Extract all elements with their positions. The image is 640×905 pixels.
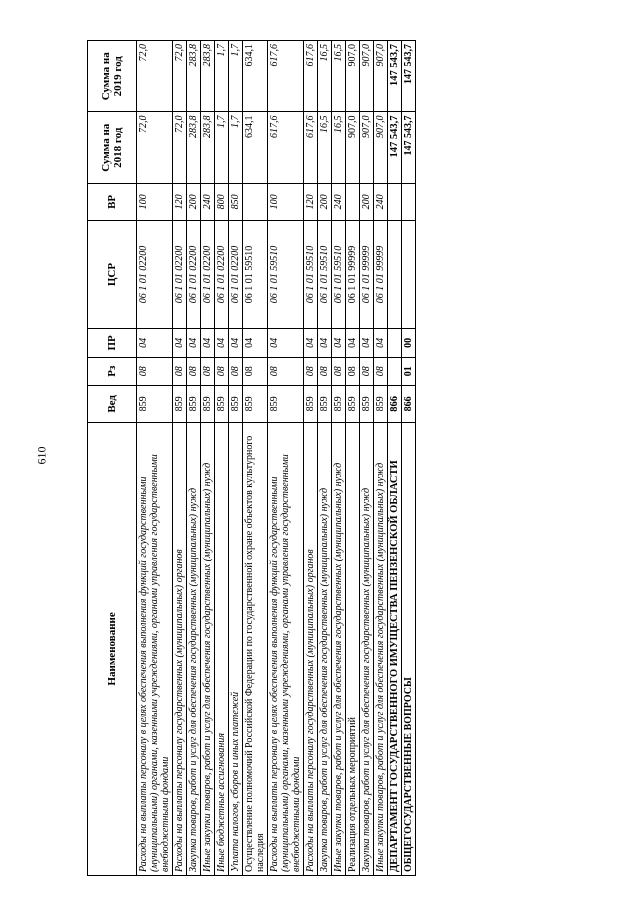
row-vr: 200 xyxy=(187,183,201,220)
row-ved: 859 xyxy=(360,385,374,422)
row-pr: 04 xyxy=(201,329,215,357)
row-sum-2018: 907,0 xyxy=(360,112,374,183)
row-csr: 06 1 01 02200 xyxy=(215,220,229,328)
table-row xyxy=(268,41,304,876)
row-sum-2018: 16,5 xyxy=(318,112,332,183)
header-name: Наименование xyxy=(88,422,137,875)
row-sum-2018: 1,7 xyxy=(215,112,229,183)
row-rz: 01 xyxy=(402,357,416,385)
row-vr: 800 xyxy=(215,183,229,220)
row-csr: 06 1 01 02200 xyxy=(201,220,215,328)
row-pr xyxy=(388,329,402,357)
row-sum-2019: 72,0 xyxy=(173,41,187,113)
row-sum-2018: 907,0 xyxy=(374,112,388,183)
row-sum-2018: 72,0 xyxy=(173,112,187,183)
row-pr: 04 xyxy=(318,329,332,357)
table-row xyxy=(243,41,268,876)
table-row xyxy=(374,41,388,876)
row-rz: 08 xyxy=(318,357,332,385)
row-csr xyxy=(402,220,416,328)
row-ved: 859 xyxy=(215,385,229,422)
row-rz: 08 xyxy=(229,357,243,385)
row-pr: 04 xyxy=(137,329,173,357)
row-rz: 08 xyxy=(137,357,173,385)
row-sum-2019: 617,6 xyxy=(304,41,318,113)
row-csr xyxy=(388,220,402,328)
row-pr: 04 xyxy=(332,329,346,357)
rotated-table-container xyxy=(87,40,587,876)
row-vr: 240 xyxy=(332,183,346,220)
row-pr: 04 xyxy=(173,329,187,357)
row-rz: 08 xyxy=(187,357,201,385)
table-row xyxy=(402,41,416,876)
row-vr: 120 xyxy=(173,183,187,220)
table-row xyxy=(388,41,402,876)
row-pr: 04 xyxy=(187,329,201,357)
row-vr: 850 xyxy=(229,183,243,220)
row-csr: 06 1 01 02200 xyxy=(137,220,173,328)
row-ved: 859 xyxy=(137,385,173,422)
row-csr: 06 1 01 59510 xyxy=(268,220,304,328)
table-row xyxy=(173,41,187,876)
table-row xyxy=(201,41,215,876)
row-name: ДЕПАРТАМЕНТ ГОСУДАРСТВЕННОГО ИМУЩЕСТВА ПЕНЗЕНСКОЙ ОБЛАСТИ xyxy=(388,422,402,875)
table-body xyxy=(137,41,416,876)
row-pr: 04 xyxy=(304,329,318,357)
row-sum-2019: 147 543,7 xyxy=(388,41,402,113)
row-csr: 06 1 01 02200 xyxy=(187,220,201,328)
row-sum-2018: 907,0 xyxy=(346,112,360,183)
row-sum-2018: 617,6 xyxy=(304,112,318,183)
row-csr: 06 1 01 99999 xyxy=(374,220,388,328)
row-sum-2018: 147 543,7 xyxy=(402,112,416,183)
row-sum-2018: 617,6 xyxy=(268,112,304,183)
row-name: Уплата налогов, сборов и иных платежей xyxy=(229,422,243,875)
row-pr: 04 xyxy=(346,329,360,357)
row-ved: 859 xyxy=(243,385,268,422)
header-sum-2018: Сумма на 2018 год xyxy=(88,112,137,183)
row-rz: 08 xyxy=(360,357,374,385)
table-row xyxy=(304,41,318,876)
row-sum-2019: 283,8 xyxy=(201,41,215,113)
row-sum-2019: 907,0 xyxy=(374,41,388,113)
row-name: Иные закупки товаров, работ и услуг для обеспечения государственных (муниципальных) нужд xyxy=(201,422,215,875)
header-sum-2019: Сумма на 2019 год xyxy=(88,41,137,113)
row-sum-2018: 1,7 xyxy=(229,112,243,183)
row-vr: 200 xyxy=(318,183,332,220)
row-ved: 859 xyxy=(173,385,187,422)
row-vr xyxy=(402,183,416,220)
row-ved: 859 xyxy=(318,385,332,422)
row-sum-2019: 16,5 xyxy=(318,41,332,113)
row-sum-2019: 16,5 xyxy=(332,41,346,113)
header-vr: ВР xyxy=(88,183,137,220)
row-rz: 08 xyxy=(268,357,304,385)
row-sum-2019: 634,1 xyxy=(243,41,268,113)
row-ved: 866 xyxy=(388,385,402,422)
table-row xyxy=(318,41,332,876)
row-pr: 04 xyxy=(243,329,268,357)
row-name: ОБЩЕГОСУДАРСТВЕННЫЕ ВОПРОСЫ xyxy=(402,422,416,875)
page-number: 610 xyxy=(34,446,49,465)
table-row xyxy=(187,41,201,876)
row-rz: 08 xyxy=(332,357,346,385)
header-rz: Рз xyxy=(88,357,137,385)
row-sum-2018: 283,8 xyxy=(201,112,215,183)
row-rz: 08 xyxy=(374,357,388,385)
row-name: Иные закупки товаров, работ и услуг для обеспечения государственных (муниципальных) нужд xyxy=(374,422,388,875)
row-name: Осуществление полномочий Российской Федерации по государственной охране объектов культурного наследия xyxy=(243,422,268,875)
row-ved: 859 xyxy=(187,385,201,422)
header-ved: Вед xyxy=(88,385,137,422)
table-row xyxy=(332,41,346,876)
row-name: Закупка товаров, работ и услуг для обеспечения государственных (муниципальных) нужд xyxy=(360,422,374,875)
row-rz: 08 xyxy=(304,357,318,385)
row-name: Закупка товаров, работ и услуг для обеспечения государственных (муниципальных) нужд xyxy=(187,422,201,875)
table-row xyxy=(137,41,173,876)
row-sum-2019: 617,6 xyxy=(268,41,304,113)
row-vr: 100 xyxy=(137,183,173,220)
row-vr: 120 xyxy=(304,183,318,220)
row-rz: 08 xyxy=(346,357,360,385)
row-ved: 859 xyxy=(229,385,243,422)
header-csr: ЦСР xyxy=(88,220,137,328)
row-vr xyxy=(243,183,268,220)
budget-table xyxy=(87,40,416,876)
table-row xyxy=(229,41,243,876)
row-rz: 08 xyxy=(215,357,229,385)
row-ved: 859 xyxy=(374,385,388,422)
row-name: Расходы на выплаты персоналу в целях обеспечения выполнения функций государственными (муниципальными) органами, казенными учреждениями, органами управления государственными внебюджетными фондами xyxy=(137,422,173,875)
row-sum-2019: 283,8 xyxy=(187,41,201,113)
row-sum-2018: 634,1 xyxy=(243,112,268,183)
table-row xyxy=(215,41,229,876)
row-csr: 06 1 01 59510 xyxy=(304,220,318,328)
row-pr: 00 xyxy=(402,329,416,357)
row-ved: 859 xyxy=(268,385,304,422)
row-csr: 06 1 01 59510 xyxy=(243,220,268,328)
row-sum-2019: 907,0 xyxy=(346,41,360,113)
row-csr: 06 1 01 59510 xyxy=(332,220,346,328)
row-pr: 04 xyxy=(268,329,304,357)
row-ved: 859 xyxy=(332,385,346,422)
row-ved: 866 xyxy=(402,385,416,422)
row-pr: 04 xyxy=(360,329,374,357)
row-rz: 08 xyxy=(243,357,268,385)
row-name: Расходы на выплаты персоналу государственных (муниципальных) органов xyxy=(304,422,318,875)
row-vr: 100 xyxy=(268,183,304,220)
row-name: Закупка товаров, работ и услуг для обеспечения государственных (муниципальных) нужд xyxy=(318,422,332,875)
row-pr: 04 xyxy=(215,329,229,357)
row-rz: 08 xyxy=(173,357,187,385)
row-name: Иные бюджетные ассигнования xyxy=(215,422,229,875)
table-row xyxy=(360,41,374,876)
row-vr: 240 xyxy=(374,183,388,220)
table-row xyxy=(346,41,360,876)
header-pr: ПР xyxy=(88,329,137,357)
row-name: Расходы на выплаты персоналу государственных (муниципальных) органов xyxy=(173,422,187,875)
row-csr: 06 1 01 59510 xyxy=(318,220,332,328)
row-sum-2019: 72,0 xyxy=(137,41,173,113)
row-sum-2018: 147 543,7 xyxy=(388,112,402,183)
row-pr: 04 xyxy=(229,329,243,357)
row-name: Расходы на выплаты персоналу в целях обеспечения выполнения функций государственными (муниципальными) органами, казенными учреждениями, органами управления государственными внебюджетными фондами xyxy=(268,422,304,875)
row-ved: 859 xyxy=(346,385,360,422)
row-sum-2019: 907,0 xyxy=(360,41,374,113)
row-sum-2019: 1,7 xyxy=(215,41,229,113)
row-vr xyxy=(388,183,402,220)
row-csr: 06 1 01 02200 xyxy=(173,220,187,328)
row-rz: 08 xyxy=(201,357,215,385)
table-header-row xyxy=(88,41,137,876)
row-vr: 200 xyxy=(360,183,374,220)
row-csr: 06 1 01 99999 xyxy=(360,220,374,328)
row-ved: 859 xyxy=(304,385,318,422)
row-sum-2019: 1,7 xyxy=(229,41,243,113)
row-sum-2019: 147 543,7 xyxy=(402,41,416,113)
row-name: Иные закупки товаров, работ и услуг для обеспечения государственных (муниципальных) нужд xyxy=(332,422,346,875)
row-vr: 240 xyxy=(201,183,215,220)
row-ved: 859 xyxy=(201,385,215,422)
row-pr: 04 xyxy=(374,329,388,357)
row-sum-2018: 72,0 xyxy=(137,112,173,183)
row-vr xyxy=(346,183,360,220)
row-sum-2018: 283,8 xyxy=(187,112,201,183)
row-sum-2018: 16,5 xyxy=(332,112,346,183)
row-rz xyxy=(388,357,402,385)
row-csr: 06 1 01 02200 xyxy=(229,220,243,328)
row-csr: 06 1 01 99999 xyxy=(346,220,360,328)
row-name: Реализация отдельных мероприятий xyxy=(346,422,360,875)
